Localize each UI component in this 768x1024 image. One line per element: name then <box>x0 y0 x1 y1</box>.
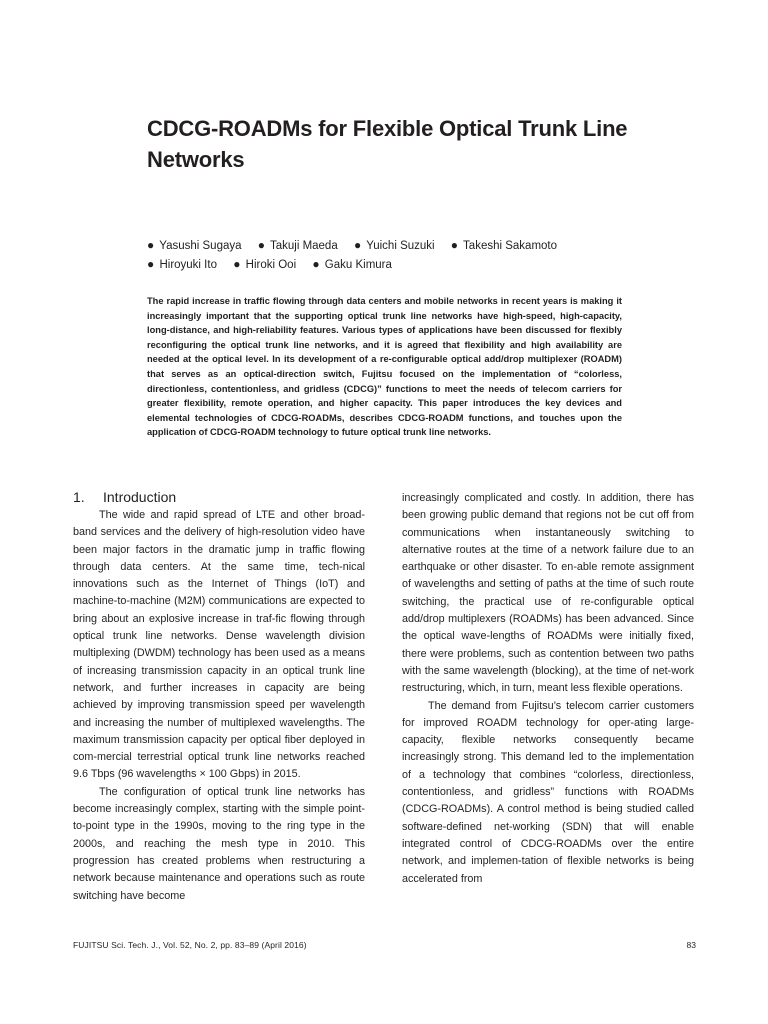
body-paragraph: The demand from Fujitsu’s telecom carrier customers for improved ROADM technology for oper-ating large-capacity, flexible networks consequently became increasingly strong. This demand led to the implementation of a technology that combines “colorless, directionless, contentionless, and gridless” functions with ROADMs (CDCG-ROADMs). A control method is being studied called software-defined net-working (SDN) that will enable integrated control of CDCG-ROADMs over the entire network, and implemen-tation of flexible networks is being accelerated from <box>402 699 694 885</box>
body-paragraph: increasingly complicated and costly. In addition, there has been growing public demand that regions not be cut off from communications when instantaneously switching to alternative routes at the time of a network failure due to an earthquake or other disaster. To en-able remote assignment of wavelengths and setting of paths at the time of such route switching, the practical use of re-configurable optical add/drop multiplexers (ROADMs) has been advanced. Since the optical wave-lengths of ROADMs were initially fixed, there were problems, such as contention between two paths with the same wavelength (blocking), at the time of net-work restructuring, which, in turn, meant less flexible operations. <box>402 492 694 695</box>
page-number: 83 <box>686 940 696 950</box>
paper-title: CDCG-ROADMs for Flexible Optical Trunk Line Networks <box>147 116 628 172</box>
author-name: Gaku Kimura <box>324 259 392 271</box>
author <box>451 236 557 255</box>
left-column <box>73 488 365 905</box>
author <box>233 255 296 274</box>
bullet-icon: ● <box>147 257 155 271</box>
section-heading <box>73 488 365 506</box>
author-name: Takeshi Sakamoto <box>463 240 558 252</box>
body-paragraph: The wide and rapid spread of LTE and other broad-band services and the delivery of high-resolution video have been major factors in the dramatic jump in traffic flowing through data centers. At the same time, tech-nical innovations such as the Internet of Things (IoT) and machine-to-machine (M2M) communications are expected to bring about an explosive increase in traf-fic flowing through optical trunk line networks. Dense wavelength division multiplexing (DWDM) technology has been used as a means of increasing transmission capacity in an optical trunk line network, and further increases in capacity are being achieved by improving transmission speed per wavelength and increasing the number of multiplexed wavelengths. The maximum transmission capacity per optical fiber deployed in com-mercial terrestrial optical trunk line networks reached 9.6 Tbps (96 wavelengths × 100 Gbps) in 2015. <box>73 509 365 781</box>
journal-citation: FUJITSU Sci. Tech. J., Vol. 52, No. 2, pp. 83–89 (April 2016) <box>73 940 307 950</box>
bullet-icon: ● <box>257 238 265 252</box>
author-list <box>147 236 627 274</box>
author <box>258 236 338 255</box>
right-column <box>402 490 694 888</box>
author-name: Yasushi Sugaya <box>159 240 242 252</box>
author-name: Hiroyuki Ito <box>159 259 217 271</box>
body-paragraph: The configuration of optical trunk line networks has become increasingly complex, starting with the simple point-to-point type in the 1990s, moving to the ring type in the 2000s, and reaching the mesh type in 2010. This progression has created problems when restructuring a network because maintenance and operations such as route switching have become <box>73 785 365 902</box>
section-title: Introduction <box>103 489 177 505</box>
author-row-1 <box>147 236 627 255</box>
author <box>312 255 392 274</box>
author <box>147 236 242 255</box>
author-name: Takuji Maeda <box>269 240 338 252</box>
abstract: The rapid increase in traffic flowing through data centers and mobile networks in recent years is making it increasingly important that the supporting optical trunk line networks have high-speed, high-capacity, long-distance, and high-reliability features. Various types of applications have been discussed for flexibly reconfiguring the optical trunk line networks, and it is agreed that flexibility and high availability are needed at the optical level. In its development of a re-configurable optical add/drop multiplexer (ROADM) that serves as an optical-direction switch, Fujitsu focused on the implementation of “colorless, directionless, contentionless, and gridless (CDCG)” functions to meet the needs of telecom carriers for greater flexibility, remote operation, and higher capacity. This paper introduces the key devices and elemental technologies of CDCG-ROADMs, describes CDCG-ROADM functions, and touches upon the application of CDCG-ROADM technology to future optical trunk line networks. <box>147 296 622 438</box>
author <box>354 236 435 255</box>
author-name: Yuichi Suzuki <box>366 240 435 252</box>
bullet-icon: ● <box>353 238 362 252</box>
author-row-2 <box>147 255 627 274</box>
bullet-icon: ● <box>450 238 459 252</box>
bullet-icon: ● <box>147 238 155 252</box>
section-number: 1. <box>73 489 85 505</box>
author <box>147 255 217 274</box>
author-name: Hiroki Ooi <box>245 259 297 271</box>
bullet-icon: ● <box>233 257 241 271</box>
bullet-icon: ● <box>312 257 320 271</box>
